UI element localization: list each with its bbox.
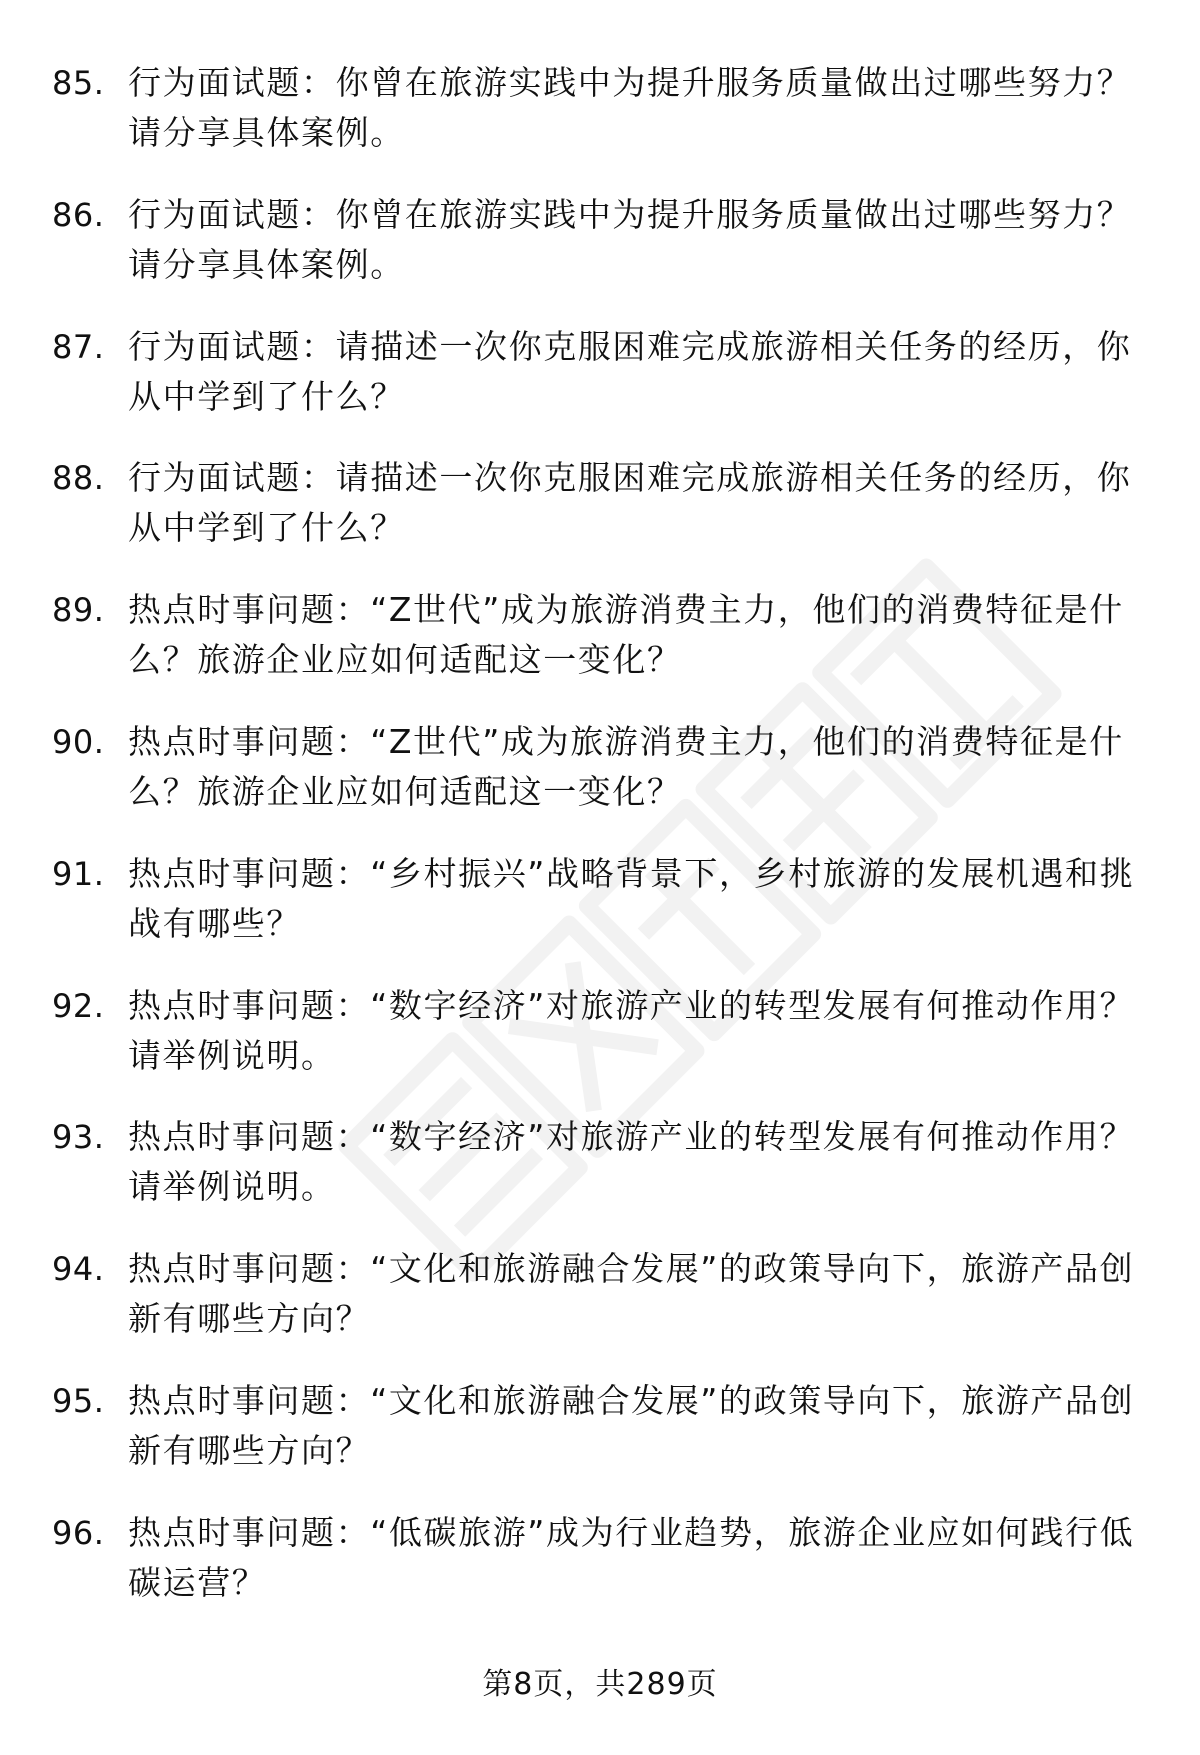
question-number: 86. — [52, 195, 105, 234]
question-text: 热点时事问题：“数字经济”对旅游产业的转型发展有何推动作用？请举例说明。 — [128, 1117, 1135, 1207]
question-list — [52, 58, 1152, 1640]
question-text: 行为面试题：你曾在旅游实践中为提升服务质量做出过哪些努力？请分享具体案例。 — [128, 194, 1132, 284]
question-number: 94. — [52, 1250, 105, 1289]
question-text: 热点时事问题：“Z世代”成为旅游消费主力，他们的消费特征是什么？旅游企业应如何适配这一变化？ — [128, 721, 1124, 811]
list-item — [52, 1508, 1152, 1640]
list-item — [52, 58, 1152, 190]
list-item — [52, 1376, 1152, 1508]
list-item — [52, 717, 1152, 849]
question-text: 热点时事问题：“Z世代”成为旅游消费主力，他们的消费特征是什么？旅游企业应如何适配这一变化？ — [128, 590, 1124, 680]
list-item — [52, 453, 1152, 585]
list-item — [52, 585, 1152, 717]
question-text: 热点时事问题：“数字经济”对旅游产业的转型发展有何推动作用？请举例说明。 — [128, 985, 1135, 1075]
question-text: 行为面试题：你曾在旅游实践中为提升服务质量做出过哪些努力？请分享具体案例。 — [128, 63, 1132, 152]
page-footer: 第8页，共289页 — [482, 1667, 718, 1702]
question-number: 91. — [52, 854, 105, 893]
question-number: 95. — [52, 1381, 105, 1420]
question-number: 85. — [52, 64, 105, 102]
list-item — [52, 190, 1152, 322]
question-number: 88. — [52, 459, 105, 498]
question-number: 89. — [52, 591, 105, 630]
question-text: 热点时事问题：“文化和旅游融合发展”的政策导向下，旅游产品创新有哪些方向？ — [128, 1380, 1135, 1470]
list-item — [52, 1244, 1152, 1376]
question-text: 行为面试题：请描述一次你克服困难完成旅游相关任务的经历，你从中学到了什么？ — [128, 326, 1132, 416]
question-number: 96. — [52, 1513, 105, 1552]
question-number: 93. — [52, 1118, 105, 1157]
list-item — [52, 981, 1152, 1113]
question-text: 行为面试题：请描述一次你克服困难完成旅游相关任务的经历，你从中学到了什么？ — [128, 458, 1132, 548]
list-item — [52, 322, 1152, 454]
question-text: 热点时事问题：“低碳旅游”成为行业趋势，旅游企业应如何践行低碳运营？ — [128, 1512, 1135, 1602]
list-item — [52, 849, 1152, 981]
question-number: 92. — [52, 986, 105, 1025]
question-number: 87. — [52, 327, 105, 366]
question-number: 90. — [52, 722, 105, 761]
list-item — [52, 1112, 1152, 1244]
question-text: 热点时事问题：“文化和旅游融合发展”的政策导向下，旅游产品创新有哪些方向？ — [128, 1249, 1135, 1339]
question-text: 热点时事问题：“乡村振兴”战略背景下，乡村旅游的发展机遇和挑战有哪些？ — [128, 853, 1135, 943]
